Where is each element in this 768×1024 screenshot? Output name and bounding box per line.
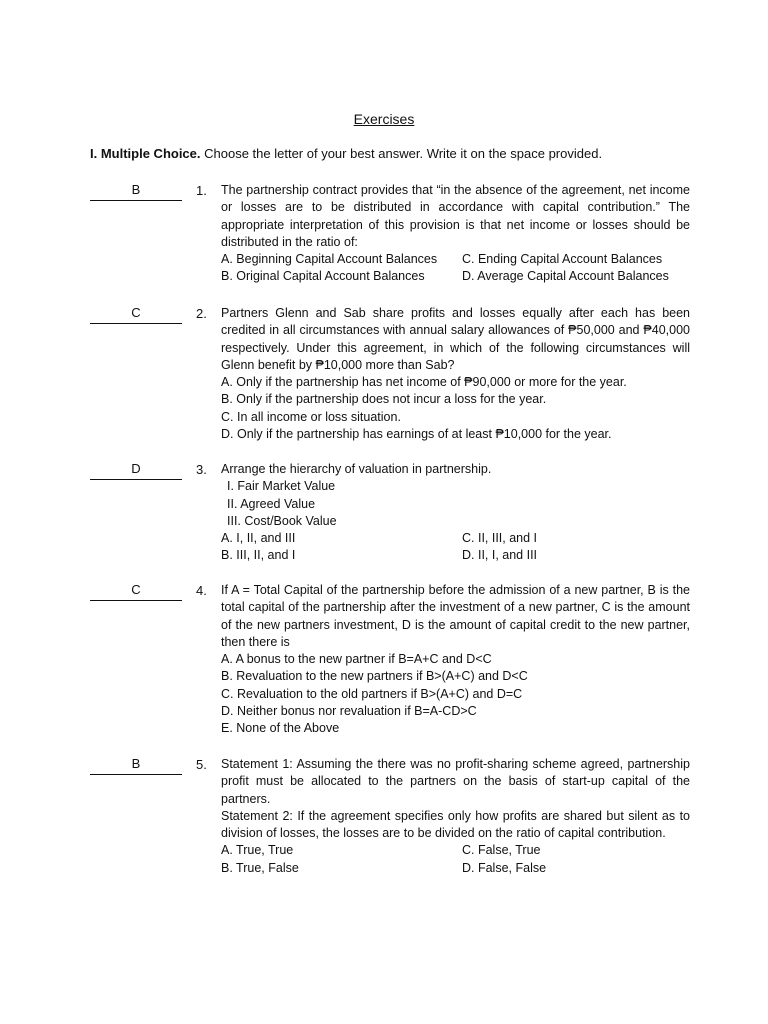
option-c: C. Revaluation to the old partners if B>(A+C) and D=C (221, 686, 523, 701)
option-a: A. Only if the partnership has net income of ₱90,000 or more for the year. (221, 375, 627, 390)
statement-1: Statement 1: Assuming the there was no profit-sharing scheme agreed, partnership profit must be allocated to the partners on the basis of start-up capital of the partners. (221, 757, 690, 806)
option-e: E. None of the Above (221, 721, 340, 736)
answer-blank-4[interactable]: C (90, 582, 182, 601)
question-number: 3. (196, 462, 207, 477)
question-body (221, 582, 690, 738)
option-a: A. True, True (221, 843, 294, 858)
option-a: A. I, II, and III (221, 531, 296, 546)
answer-blank-1[interactable]: B (90, 182, 182, 201)
option-c: C. False, True (462, 843, 541, 858)
question-stem: If A = Total Capital of the partnership before the admission of a new partner, B is the total capital of the partnership after the investment of a new partner, C is the amount of the new partners investment, D is the amount of capital credit to the new partner, then there is (221, 583, 690, 649)
question-body (221, 305, 690, 443)
question-body (221, 182, 690, 286)
option-row (221, 860, 690, 877)
question-number: 4. (196, 583, 207, 598)
question-number: 5. (196, 757, 207, 772)
option-c: C. Ending Capital Account Balances (462, 252, 663, 267)
question-number: 2. (196, 306, 207, 321)
list-item: I. Fair Market Value (227, 479, 336, 494)
option-d: D. Only if the partnership has earnings of at least ₱10,000 for the year. (221, 427, 612, 442)
option-b: B. III, II, and I (221, 548, 296, 563)
answer-blank-5[interactable]: B (90, 756, 182, 775)
list-item: III. Cost/Book Value (227, 513, 337, 528)
option-d: D. II, I, and III (462, 548, 538, 563)
list-item: II. Agreed Value (227, 496, 316, 511)
option-d: D. False, False (462, 860, 547, 875)
option-row (221, 530, 690, 547)
question-stem: The partnership contract provides that “in the absence of the agreement, net income or losses are to be distributed in accordance with capital contribution.” The appropriate interpretation of this provision is that net income or losses should be distributed in the ratio of: (221, 183, 690, 249)
question-stem: Partners Glenn and Sab share profits and losses equally after each has been credited in all circumstances with annual salary allowances of ₱50,000 and ₱40,000 respectively. Under this agreement, in which of the following circumstances will Glenn benefit by ₱10,000 more than Sab? (221, 306, 690, 372)
question-number: 1. (196, 183, 207, 198)
instructions (90, 146, 602, 161)
instructions-label: I. Multiple Choice. (90, 146, 201, 161)
option-d: D. Neither bonus nor revaluation if B=A-CD>C (221, 704, 477, 719)
question-stem: Arrange the hierarchy of valuation in partnership. (221, 462, 492, 476)
option-a: A. A bonus to the new partner if B=A+C and D<C (221, 652, 492, 667)
page-title: Exercises (353, 111, 415, 127)
option-b: B. True, False (221, 860, 299, 875)
option-b: B. Original Capital Account Balances (221, 269, 425, 284)
option-a: A. Beginning Capital Account Balances (221, 252, 438, 267)
option-row (221, 842, 690, 859)
question-body (221, 461, 690, 565)
answer-blank-2[interactable]: C (90, 305, 182, 324)
option-c: C. In all income or loss situation. (221, 409, 401, 424)
option-b: B. Only if the partnership does not incur a loss for the year. (221, 392, 547, 407)
option-row (221, 268, 690, 285)
instructions-text: Choose the letter of your best answer. Write it on the space provided. (200, 146, 603, 161)
option-row (221, 547, 690, 564)
option-b: B. Revaluation to the new partners if B>(A+C) and D<C (221, 669, 528, 684)
question-body (221, 756, 690, 877)
answer-blank-3[interactable]: D (90, 461, 182, 480)
option-row (221, 251, 690, 268)
statement-2: Statement 2: If the agreement specifies only how profits are shared but silent as to division of losses, the losses are to be divided on the ratio of capital contribution. (221, 808, 690, 841)
option-c: C. II, III, and I (462, 531, 538, 546)
option-d: D. Average Capital Account Balances (462, 269, 669, 284)
